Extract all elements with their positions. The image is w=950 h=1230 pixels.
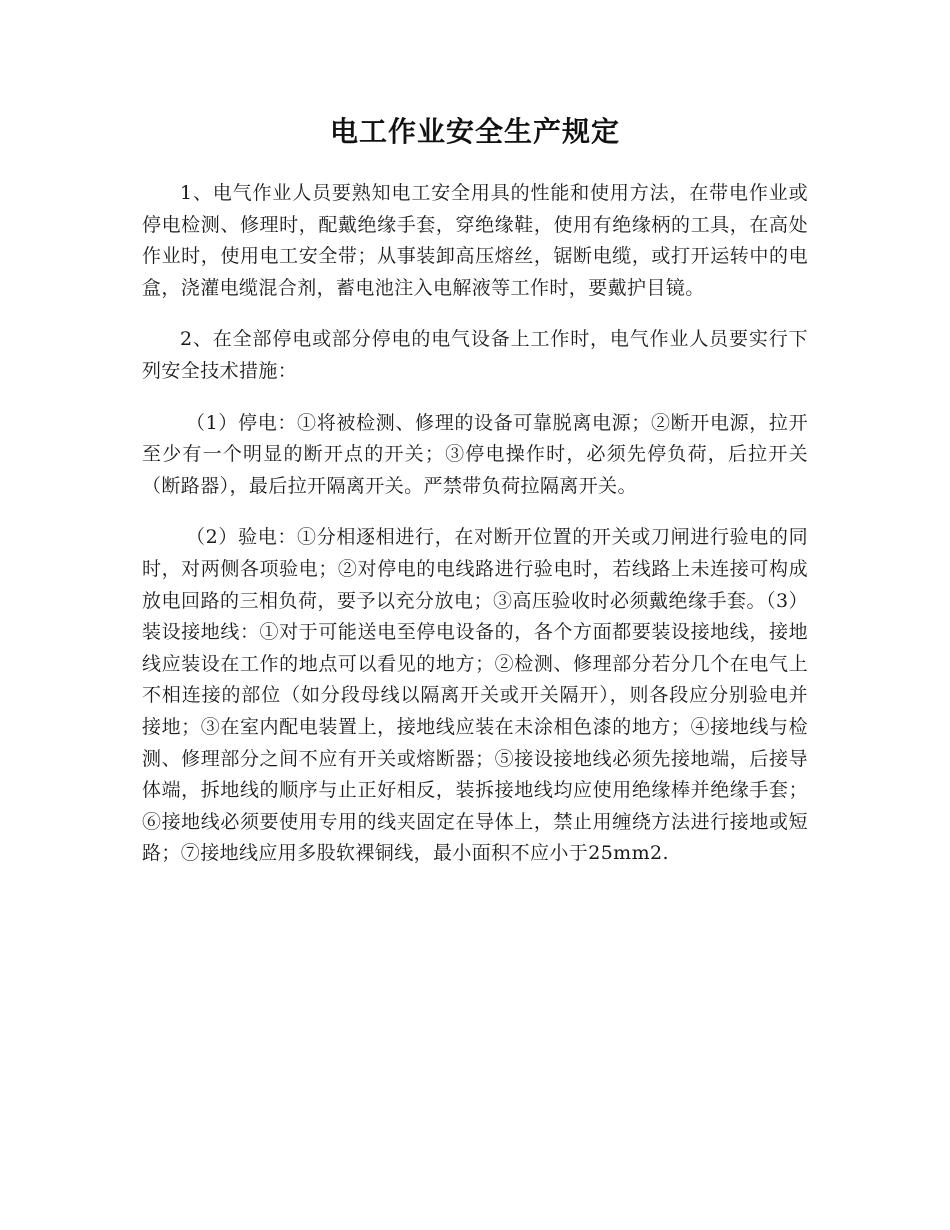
paragraph-2: 2、在全部停电或部分停电的电气设备上工作时，电气作业人员要实行下列安全技术措施： [142,328,808,382]
paragraph-3: （1）停电：①将被检测、修理的设备可靠脱离电源；②断开电源，拉开至少有一个明显的断开点的开关；③停电操作时，必须先停负荷，后拉开关（断路器），最后拉开隔离开关。严禁带负荷拉隔离开关。 [142,411,808,497]
paragraph-1: 1、电气作业人员要熟知电工安全用具的性能和使用方法，在带电作业或停电检测、修理时，配戴绝缘手套，穿绝缘鞋，使用有绝缘柄的工具，在高处作业时，使用电工安全带；从事装卸高压熔丝，锯断电缆，或打开运转中的电盒，浇灌电缆混合剂，蓄电池注入电解液等工作时，要戴护目镜。 [142,182,808,299]
page-title: 电工作业安全生产规定 [329,115,620,148]
document-body [142,108,808,890]
paragraph-4: （2）验电：①分相逐相进行，在对断开位置的开关或刀闸进行验电的同时，对两侧各项验电；②对停电的电线路进行验电时，若线路上未连接可构成放电回路的三相负荷，要予以充分放电；③高压验收时必须戴绝缘手套。（3）装设接地线：①对于可能送电至停电设备的，各个方面都要装设接地线，接地线应装设在工作的地点可以看见的地方；②检测、修理部分若分几个在电气上不相连接的部位（如分段母线以隔离开关或开关隔开），则各段应分别验电并接地；③在室内配电装置上，接地线应装在未涂相色漆的地方；④接地线与检测、修理部分之间不应有开关或熔断器；⑤接设接地线必须先接地端，后接导体端，拆地线的顺序与止正好相反，装拆接地线均应使用绝缘棒并绝缘手套；⑥接地线必须要使用专用的线夹固定在导体上，禁止用缠绕方法进行接地或短路；⑦接地线应用多股软裸铜线，最小面积不应小于25mm2. [142,526,808,865]
